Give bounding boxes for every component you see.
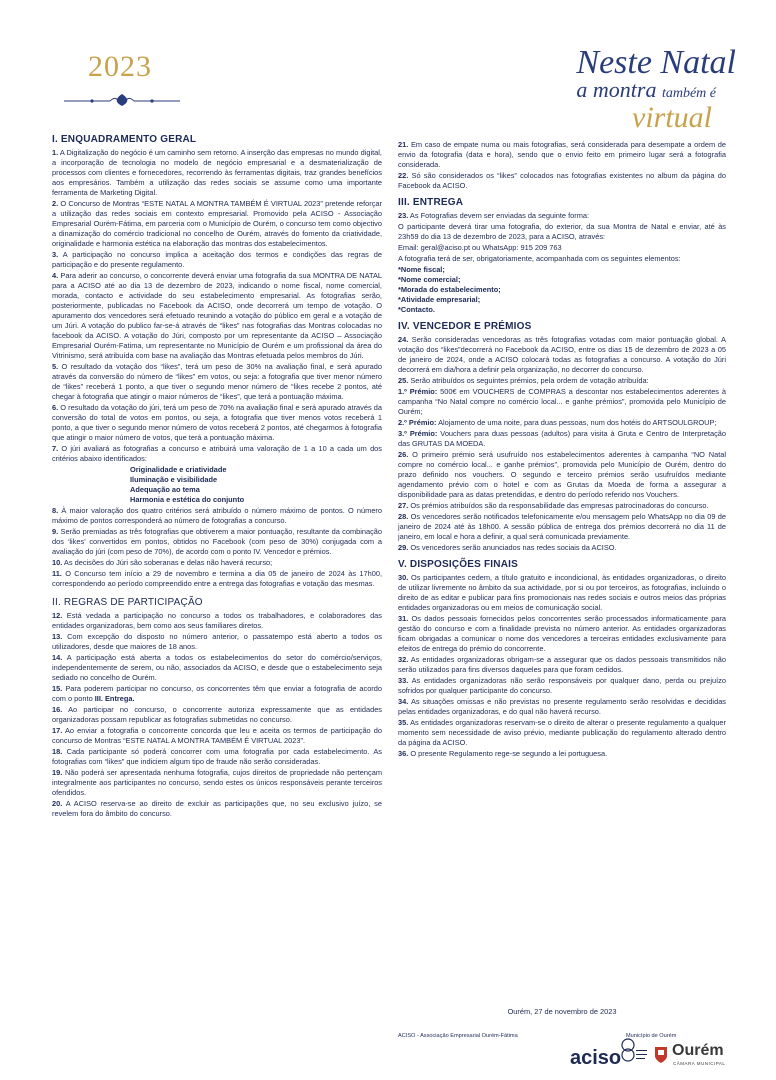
field-item: *Morada do estabelecimento; [398, 285, 501, 294]
ornament-divider-icon [62, 92, 182, 108]
criteria-item: Originalidade e criatividade [130, 465, 227, 474]
campaign-logo-line2b: também é [661, 86, 716, 101]
article-24: 24. Serão consideradas vencedoras as três fotografias votadas com maior pontuação global. A votação dos “likes”decorrerá no Facebook da ACISO, entre os dias 15 de dezembro de 2023 a 05 de janeiro de 2024, onde a ACISO colocará todas as fotografias a concurso. A votação do Júri decorrerá em dia/hora a definir pela organização, no decorrer do concurso. [398, 335, 726, 374]
article-16: 16. Ao participar no concurso, o concorrente autoriza expressamente que as entidades organizadoras possam republicar as fotografias submetidas no concurso. [52, 705, 382, 724]
article-23-elements: A fotografia terá de ser, obrigatoriamente, acompanhada com os seguintes elementos: [398, 254, 681, 263]
article-10: 10. As decisões do Júri são soberanas e delas não haverá recurso; [52, 558, 273, 567]
article-22: 22. Só são considerados os “likes” colocados nas fotografias existentes no album da página do Facebook da ACISO. [398, 171, 726, 190]
article-20: 20. A ACISO reserva-se ao direito de excluir as participações que, no seu exclusivo juízo, se revelem fora do âmbito do concurso. [52, 799, 382, 818]
article-6: 6. O resultado da votação do júri, terá um peso de 70% na avaliação final e será apurado através da conversão do total de votos em pontos, ou seja, a fotografia que tiver menos votos receberá 1 ponto, a que tiver o segundo menor número de votos receberá 2 pontos, até chegarmos à fotografia que atingir o maior número de votos, que terá a pontuação máxima. [52, 403, 382, 442]
criteria-list [130, 465, 382, 505]
article-25: 25. Serão atribuídos os seguintes prémios, pela ordem de votação atribuída: [398, 376, 649, 385]
section-title-1: I. ENQUADRAMENTO GERAL [52, 134, 197, 145]
article-35: 35. As entidades organizadoras reservam-se o direito de alterar o presente regulamento a qualquer momento sem necessidade de aviso prévio, mediante publicação do regulamento alterado dentro da página da ACISO. [398, 718, 726, 747]
article-33: 33. As entidades organizadoras não serão responsáveis por qualquer dano, perda ou prejuízo sofridos por qualquer participante do concurso. [398, 676, 726, 695]
article-18: 18. Cada participante só poderá concorrer com uma fotografia por cada estabelecimento. As fotografias com “likes” que indiciem algum tipo de fraude não serão consideradas. [52, 747, 382, 766]
aciso-label: ACISO - Associação Empresarial Ourém-Fátima [398, 1033, 518, 1039]
year-heading: 2023 [88, 50, 152, 83]
article-28: 28. Os vencedores serão notificados telefonicamente e/ou mensagem pelo WhatsApp no dia 09 de janeiro de 2024 até às 18h00. A sessão pública de entrega dos prémios decorrerá no dia 11 de janeiro, em local e hora a definir, a qual será comunicada previamente. [398, 512, 726, 541]
field-item: *Nome fiscal; [398, 265, 445, 274]
section-title-2: II. REGRAS DE PARTICIPAÇÃO [52, 597, 203, 608]
criteria-item: Iluminação e visibilidade [130, 475, 218, 484]
article-29: 29. Os vencedores serão anunciados nas redes sociais da ACISO. [398, 543, 617, 552]
criteria-item: Adequação ao tema [130, 485, 200, 494]
criteria-item: Harmonia e estética do conjunto [130, 495, 245, 504]
article-7: 7. O júri avaliará as fotografias a concurso e atribuirá uma valoração de 1 a 10 a cada um dos critérios abaixo identificados: [52, 444, 382, 463]
article-23-instructions: O participante deverá tirar uma fotografia, do exterior, da sua Montra de Natal e enviar, até às 23h59 do dia 13 de dezembro de 2023, para a ACISO, através: [398, 222, 726, 241]
article-27: 27. Os prémios atribuídos são da responsabilidade das empresas patrocinadoras do concurso. [398, 501, 709, 510]
field-item: *Nome comercial; [398, 275, 461, 284]
ourem-logo [654, 1036, 734, 1070]
left-column [52, 128, 382, 820]
article-19: 19. Não poderá ser apresentada nenhuma fotografia, cujos direitos de propriedade não pertençam integralmente aos participantes no concurso, sendo estes os únicos responsáveis perante terceiros ofendidos. [52, 768, 382, 797]
aciso-logo [570, 1036, 648, 1070]
campaign-logo [476, 46, 736, 136]
article-8: 8. À maior valoração dos quatro critérios será atribuído o número máximo de pontos. O número máximo de pontos corresponderá ao número de fotografias a concurso. [52, 506, 382, 525]
article-9: 9. Serão premiadas as três fotografias que obtiverem a maior pontuação, resultante da combinação dos ‘likes’ convertidos em pontos, obtidos no Facebook (com peso de 30%) conjugada com a avaliação do júri (com peso de 70%), de acordo com o ponto IV. Vencedor e prémios. [52, 527, 382, 556]
article-31: 31. Os dados pessoais fornecidos pelos concorrentes serão processados informaticamente para gestão do concurso e com a finalidade prevista no número anterior. As entidades organizadoras ficam obrigadas a comunicar o nome dos vencedores a terceiras entidades exclusivamente para efeitos de entrega do prémio do concorrente. [398, 614, 726, 653]
article-23: 23. As Fotografias devem ser enviadas da seguinte forma: [398, 211, 590, 220]
municipio-label: Município de Ourém [626, 1033, 677, 1039]
field-item: *Atividade empresarial; [398, 295, 481, 304]
crest-icon [654, 1046, 668, 1064]
place-date: Ourém, 27 de novembro de 2023 [507, 1007, 617, 1016]
article-30: 30. Os participantes cedem, a título gratuito e incondicional, às entidades organizadoras, o direito de utilizar livremente no âmbito da sua actividade, por si ou por terceiros, as fotografias, incluindo o direito de as editar e publicar para fins promocionais nas redes sociais e outros meios das próprias entidades organizadoras ou em meios de comunicação social. [398, 573, 726, 612]
article-4: 4. Para aderir ao concurso, o concorrente deverá enviar uma fotografia da sua MONTRA DE NATAL para a ACISO até ao dia 13 de dezembro de 2023, indicando o nome fiscal, nome comercial, morada, contacto e actividade do seu estabelecimento empresarial. As fotografias serão, posteriormente, publicadas no Facebook da ACISO, onde decorrerá um tempo de votação. O apuramento dos vencedores será efetuado reunindo a votação do público em geral e a votação de um Júri. A votação do publico far-se-á através de “likes” nas fotografias das Montras colocadas no facebook da ACISO. A votação do Júri, composto por um representante da ACISO – Associação Empresarial Ourém-Fatima, um representante no Município de Ourém e um profissional da área do Vitrinismo, será atribuída com base na avaliação das Montras efetuada pelos membros do Júri. [52, 271, 382, 360]
ourem-logo-text: Ourém [672, 1042, 724, 1059]
article-21: 21. Em caso de empate numa ou mais fotografias, será considerada para desempate a ordem de envio da fotografia (data e hora), sendo que o envio feito em primeiro lugar será a fotografia considerada. [398, 140, 726, 169]
prize-3: 3.º Prémio: Vouchers para duas pessoas (adultos) para visita à Gruta e Centro de Interpretação das GRUTAS DA MOEDA. [398, 429, 726, 448]
article-2: 2. O Concurso de Montras “ESTE NATAL A MONTRA TAMBÉM É VIRTUAL 2023” pretende reforçar a utilização das redes sociais em contexto empresarial. Promovido pela ACISO - Associação Empresarial Ourém-Fátima, em parceria com o Município de Ourém, o concurso tem como objectivo a dinamização do comércio tradicional no concelho de Ourém, através do fomento da criatividade, originalidade e harmonia estética na elaboração das montras dos estabelecimentos. [52, 199, 382, 248]
article-32: 32. As entidades organizadoras obrigam-se a assegurar que os dados pessoais transmitidos não serão utilizados para fins diversos daqueles para que foram cedidos. [398, 655, 726, 674]
campaign-logo-line1: Neste Natal [576, 44, 736, 81]
section-title-4: IV. VENCEDOR E PRÉMIOS [398, 321, 532, 332]
article-12: 12. Está vedada a participação no concurso a todos os trabalhadores, e colaboradores das entidades organizadoras, bem como aos seus familiares diretos. [52, 611, 382, 630]
article-5: 5. O resultado da votação dos “likes”, terá um peso de 30% na avaliação final, e será apurado através da conversão do número de “likes” em votos, ou seja: a fotografia que tiver menor número de “likes” receberá 1 ponto, a que tiver o segundo menor número de “likes recebe 2 pontos, até chegar à fotografia que atingir o maior números de “likes”, que terá a pontuação máxima. [52, 362, 382, 401]
ourem-logo-subtext: CÂMARA MUNICIPAL [673, 1061, 726, 1066]
article-13: 13. Com excepção do disposto no número anterior, o passatempo está aberto a todos os utilizadores, desde que maiores de 18 anos. [52, 632, 382, 651]
article-1: 1. A Digitalização do negócio é um caminho sem retorno. A inserção das empresas no mundo digital, a incorporação de tecnologia no modelo de negócio empresarial e a desmaterialização de processos com clientes e fornecedores, recorrendo às ferramentas digitais, traz grandes benefícios aos empresários. Também a utilização das redes sociais se assume como uma importante ferramenta de Marketing Digital. [52, 148, 382, 197]
section-title-3: III. ENTREGA [398, 197, 464, 208]
article-15: 15. Para poderem participar no concurso, os concorrentes têm que enviar a fotografia de acordo com o ponto III. Entrega. [52, 684, 382, 703]
contact-line: Email: geral@aciso.pt ou WhatsApp: 915 209 763 [398, 243, 562, 252]
section-title-5: V. DISPOSIÇÕES FINAIS [398, 559, 518, 570]
field-item: *Contacto. [398, 305, 435, 314]
campaign-logo-line2a: a montra [576, 77, 657, 102]
prize-2: 2.º Prémio: Alojamento de uma noite, para duas pessoas, num dos hotéis do ARTSOULGROUP; [398, 418, 717, 427]
article-26: 26. O primeiro prémio será usufruído nos estabelecimentos aderentes à campanha “NO Natal compre no comércio local... e ganhe prémios”, promovida pelo Município de Ourém, dentro do prazo definido nos vouchers. O segundo e terceiro prémios serão usufruídos mediante agendamento prévio com o hotel e com as Grutas da Moeda de forma a assegurar a disponibilidade para as datas pretendidas, e dentro do período referido nos Vouchers. [398, 450, 726, 499]
article-14: 14. A participação está aberta a todos os estabelecimentos do setor do comércio/serviços, independentemente de serem, ou não, associados da ACISO, e desde que o estabelecimento seja sediado no concelho de Ourém. [52, 653, 382, 682]
article-3: 3. A participação no concurso implica a aceitação dos termos e condições das regras de participação e do presente regulamento. [52, 250, 382, 269]
article-11: 11. O Concurso tem início a 29 de novembro e termina a dia 05 de janeiro de 2024 às 17h00, correspondendo ao período compreendido entre a entrega das fotografias e votação das mesmas. [52, 569, 382, 588]
campaign-logo-line3: virtual [632, 101, 712, 134]
svg-text:aciso: aciso [570, 1047, 622, 1069]
article-36: 36. O presente Regulamento rege-se segundo a lei portuguesa. [398, 749, 608, 758]
article-34: 34. As situações omissas e não previstas no presente regulamento serão resolvidas e decididas pelas entidades organizadoras, e do qual não haverá recurso. [398, 697, 726, 716]
prize-1: 1.º Prémio: 500€ em VOUCHERS de COMPRAS a descontar nos estabelecimentos aderentes à campanha “No Natal compre no comércio local... e ganhe prémios”, promovida pelo Município de Ourém; [398, 387, 726, 416]
right-column [398, 140, 726, 760]
article-17: 17. Ao enviar a fotografia o concorrente concorda que leu e aceita os termos de participação do concurso de Montras “ESTE NATAL A MONTRA TAMBÉM É VIRTUAL 2023”. [52, 726, 382, 745]
